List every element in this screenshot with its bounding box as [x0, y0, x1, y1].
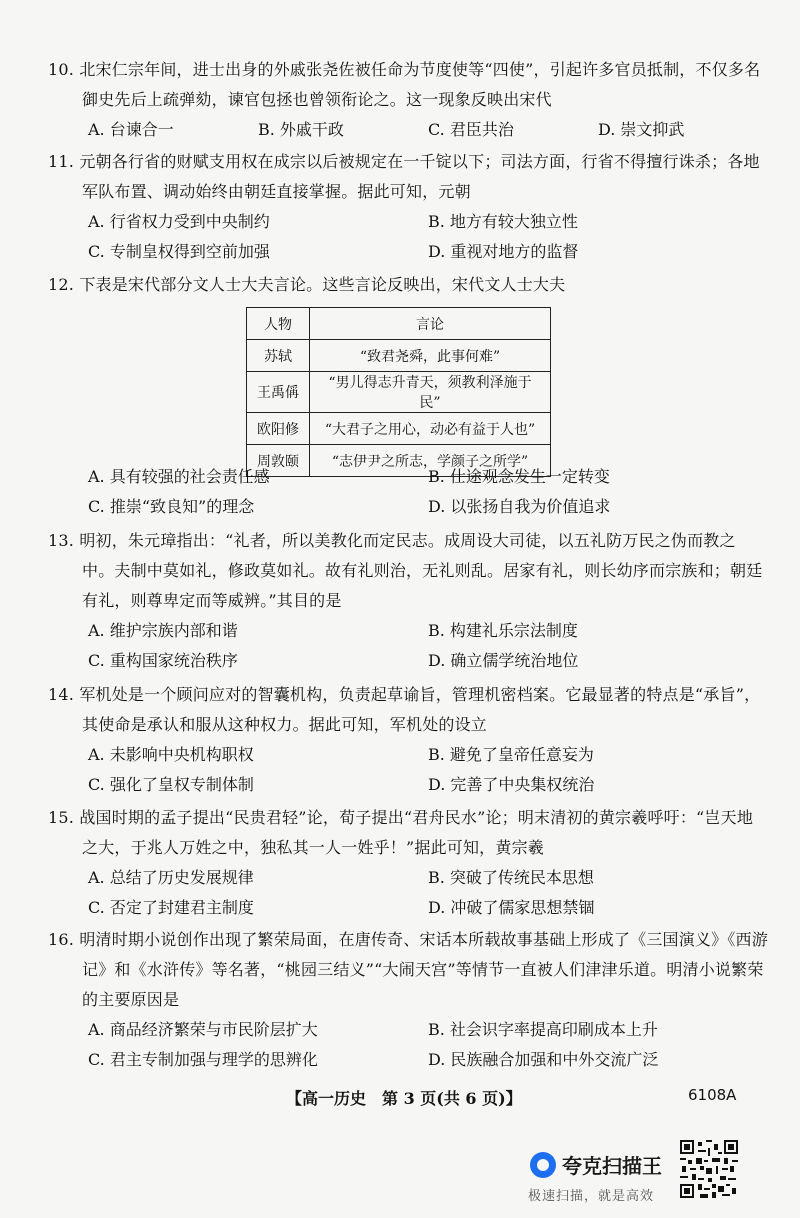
option-c: C. 推崇“致良知”的理念 [88, 497, 255, 516]
question-stem: 14. 军机处是一个顾问应对的智囊机构，负责起草谕旨，管理机密档案。它最显著的特点是“承旨”，其使命是承认和服从这种权力。据此可知，军机处的设立 [48, 685, 761, 734]
option-b: B. 仕途观念发生一定转变 [428, 467, 610, 486]
option-a: A. 台谏合一 [88, 120, 174, 139]
option-d: D. 民族融合加强和中外交流广泛 [428, 1050, 659, 1069]
question-11 [48, 147, 768, 267]
options-row [48, 1015, 768, 1045]
options-row [48, 462, 768, 492]
options-row [48, 207, 768, 237]
quark-logo-icon [530, 1152, 556, 1178]
table-cell: 周敦颐 [247, 445, 310, 477]
question-14 [48, 680, 768, 800]
options-row [48, 1045, 768, 1075]
exam-code: 6108A [688, 1086, 737, 1104]
question-15 [48, 803, 768, 923]
brand-slogan: 极速扫描，就是高效 [528, 1189, 655, 1204]
options-row [48, 237, 768, 267]
question-stem: 11. 元朝各行省的财赋支用权在成宗以后被规定在一千锭以下；司法方面，行省不得擅行诛杀；各地军队布置、调动始终由朝廷直接掌握。据此可知，元朝 [48, 152, 760, 201]
question-10 [48, 55, 768, 145]
qr-code-icon [680, 1140, 738, 1198]
question-stem: 10. 北宋仁宗年间，进士出身的外戚张尧佐被任命为节度使等“四使”，引起许多官员抵制，不仅多名御史先后上疏弹劾，谏官包拯也曾领衔论之。这一现象反映出宋代 [48, 60, 761, 109]
option-b: B. 突破了传统民本思想 [428, 868, 594, 887]
speech-table [246, 307, 551, 477]
option-c: C. 君臣共治 [428, 120, 514, 139]
question-12 [48, 270, 768, 300]
question-16 [48, 925, 768, 1075]
options-row [48, 115, 768, 145]
option-d: D. 重视对地方的监督 [428, 242, 579, 261]
option-a: A. 维护宗族内部和谐 [88, 621, 238, 640]
option-b: B. 构建礼乐宗法制度 [428, 621, 578, 640]
option-d: D. 冲破了儒家思想禁锢 [428, 898, 595, 917]
table-row [247, 340, 551, 372]
table-cell: 王禹偁 [247, 372, 310, 413]
table-row [247, 372, 551, 413]
option-b: B. 外戚干政 [258, 120, 344, 139]
options-row [48, 492, 768, 522]
option-a: A. 行省权力受到中央制约 [88, 212, 270, 231]
option-a: A. 具有较强的社会责任感 [88, 467, 270, 486]
option-c: C. 否定了封建君主制度 [88, 898, 254, 917]
option-c: C. 重构国家统治秩序 [88, 651, 238, 670]
option-c: C. 强化了皇权专制体制 [88, 775, 254, 794]
option-b: B. 地方有较大独立性 [428, 212, 578, 231]
options-row [48, 646, 768, 676]
option-a: A. 商品经济繁荣与市民阶层扩大 [88, 1020, 318, 1039]
question-12-options [48, 462, 768, 522]
brand-name: 夸克扫描王 [562, 1154, 662, 1178]
scanner-brand [530, 1150, 662, 1179]
question-stem: 16. 明清时期小说创作出现了繁荣局面，在唐传奇、宋话本所载故事基础上形成了《三国演义》《西游记》和《水浒传》等名著，“桃园三结义”“大闹天宫”等情节一直被人们津津乐道。明清小说繁荣的主要原因是 [48, 930, 768, 1009]
table-header: 言论 [310, 308, 551, 340]
option-d: D. 以张扬自我为价值追求 [428, 497, 611, 516]
table-header-row [247, 308, 551, 340]
table-cell: “致君尧舜，此事何难” [310, 340, 551, 372]
question-stem: 12. 下表是宋代部分文人士大夫言论。这些言论反映出，宋代文人士大夫 [48, 275, 566, 294]
option-d: D. 完善了中央集权统治 [428, 775, 595, 794]
table-cell: “男儿得志升青天，须教利泽施于民” [310, 372, 551, 413]
table-cell: “大君子之用心，动必有益于人也” [310, 413, 551, 445]
option-d: D. 崇文抑武 [598, 120, 685, 139]
option-b: B. 避免了皇帝任意妄为 [428, 745, 594, 764]
question-stem: 15. 战国时期的孟子提出“民贵君轻”论，荀子提出“君舟民水”论；明末清初的黄宗羲呼吁：“岂天地之大，于兆人万姓之中，独私其一人一姓乎！”据此可知，黄宗羲 [48, 808, 754, 857]
options-row [48, 616, 768, 646]
options-row [48, 893, 768, 923]
option-a: A. 未影响中央机构职权 [88, 745, 254, 764]
option-a: A. 总结了历史发展规律 [88, 868, 254, 887]
table-row [247, 413, 551, 445]
option-c: C. 专制皇权得到空前加强 [88, 242, 270, 261]
table-cell: 苏轼 [247, 340, 310, 372]
options-row [48, 770, 768, 800]
option-b: B. 社会识字率提高印刷成本上升 [428, 1020, 658, 1039]
page-number-label: 【高一历史 第 3 页(共 6 页)】 [286, 1089, 522, 1108]
options-row [48, 863, 768, 893]
option-c: C. 君主专制加强与理学的思辨化 [88, 1050, 318, 1069]
question-stem: 13. 明初，朱元璋指出：“礼者，所以美教化而定民志。成周设大司徒，以五礼防万民之伪而教之中。夫制中莫如礼，修政莫如礼。故有礼则治，无礼则乱。居家有礼，则长幼序而宗族和；朝廷有礼，则尊卑定而等威辨。”其目的是 [48, 531, 763, 610]
options-row [48, 740, 768, 770]
question-13 [48, 526, 768, 676]
table-cell: 欧阳修 [247, 413, 310, 445]
table-header: 人物 [247, 308, 310, 340]
table-cell: “志伊尹之所志，学颜子之所学” [310, 445, 551, 477]
option-d: D. 确立儒学统治地位 [428, 651, 579, 670]
